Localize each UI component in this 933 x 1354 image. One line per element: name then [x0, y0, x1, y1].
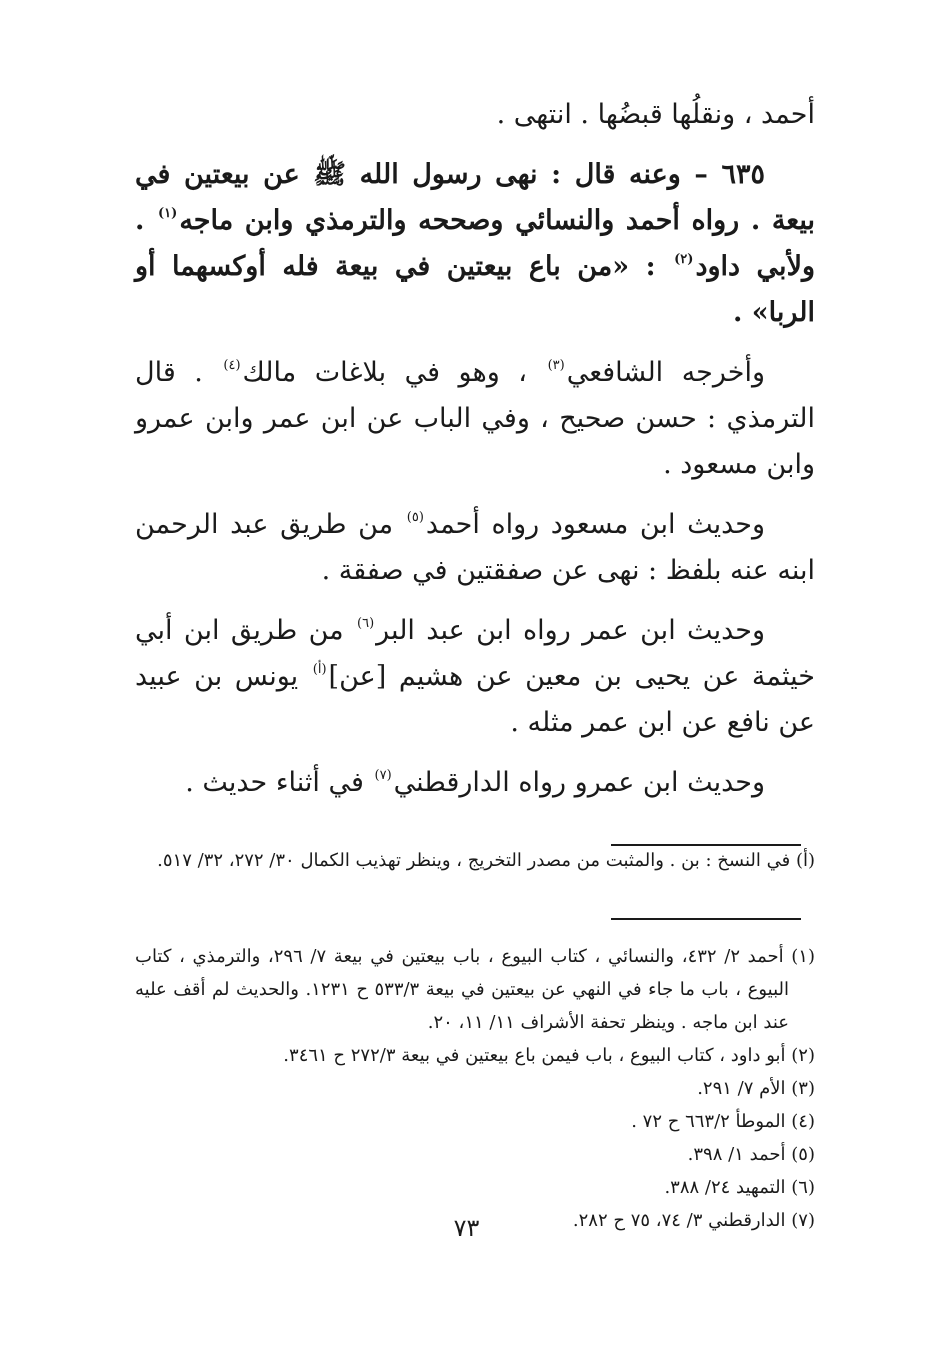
footnote-ref-3[interactable]: (٣) [547, 358, 565, 373]
text-segment: من طريق عبد الرحمن ابنه عنه بلفظ : نهى عن صفقتين في صفقة . [135, 509, 815, 586]
footnote-ref-6[interactable]: (٦) [357, 616, 375, 631]
footnote-1: (١) أحمد ٢/ ٤٣٢، والنسائي ، كتاب البيوع ، باب بيعتين في بيعة ٧/ ٢٩٦، والترمذي ، كتاب البيوع ، باب ما جاء في النهي عن بيعتين في بيعة ٥٣٣/٣ ح ١٢٣١. والحديث لم أقف عليه عند ابن ماجه . وينظر تحفة الأشراف ١١/ ١١، ٢٠. [135, 946, 815, 1033]
paragraph-ibn-amr [135, 760, 815, 806]
text-segment: يونس بن عبيد عن نافع عن ابن عمر مثله . [135, 661, 815, 738]
page-number: ٧٣ [453, 1214, 480, 1242]
footnote-7: (٧) الدارقطني ٣/ ٧٤، ٧٥ ح ٢٨٢. [572, 1210, 815, 1231]
paragraph-ibn-masud [135, 502, 815, 594]
footnote-ref-7[interactable]: (٧) [374, 768, 392, 783]
footnote-2: (٢) أبو داود ، كتاب البيوع ، باب فيمن باع بيعتين في بيعة ٢٧٢/٣ ح ٣٤٦١. [283, 1045, 815, 1066]
text-segment: وحديث ابن عمرو رواه الدارقطني [393, 767, 765, 798]
text-segment: . قال الترمذي : حسن صحيح ، وفي الباب عن ابن عمر وابن عمرو وابن مسعود . [135, 357, 815, 480]
page-content [135, 92, 815, 1237]
paragraph-shafii [135, 350, 815, 488]
footnote-3: (٣) الأم ٧/ ٢٩١. [697, 1078, 815, 1099]
text-segment: في أثناء حديث . [185, 767, 364, 798]
footnote-ref-4[interactable]: (٤) [223, 358, 241, 373]
footnote-4: (٤) الموطأ ٦٦٣/٢ ح ٧٢ . [631, 1111, 815, 1132]
text-segment: وحديث ابن عمر رواه ابن عبد البر [376, 615, 765, 646]
hadith-635 [135, 152, 815, 336]
footnote-ref-2[interactable]: (٢) [674, 252, 694, 267]
paragraph-ibn-umar [135, 608, 815, 746]
hadith-text: ٦٣٥ – وعنه قال : نهى رسول الله ﷺ عن بيعتين في بيعة . رواه أحمد والنسائي وصححه والترمذي وابن ماجه [135, 159, 815, 236]
text-segment: وأخرجه الشافعي [566, 357, 765, 388]
separator-line [611, 918, 801, 920]
text-segment: وحديث ابن مسعود رواه أحمد [425, 509, 766, 540]
text-segment: من طريق ابن أبي خيثمة عن يحيى بن معين عن هشيم [عن] [135, 615, 815, 692]
footnote-ref-1[interactable]: (١) [158, 206, 178, 221]
paragraph-continuation: أحمد ، ونقلُها قبضُها . انتهى . [496, 99, 815, 130]
footnote-ref-a[interactable]: (أ) [312, 662, 327, 677]
footnote-5: (٥) أحمد ١/ ٣٩٨. [687, 1144, 815, 1165]
footnote-6: (٦) التمهيد ٢٤/ ٣٨٨. [664, 1177, 815, 1198]
hadith-text-mid: . ولأبي داود [135, 205, 816, 282]
hadith-text-end: : «من باع بيعتين في بيعة فله أوكسهما أو الربا» . [135, 251, 815, 328]
main-text [135, 92, 815, 806]
footnotes [135, 940, 815, 1237]
footnote-ref-5[interactable]: (٥) [406, 510, 424, 525]
text-segment: ، وهو في بلاغات مالك [242, 357, 528, 388]
textual-note-a: (أ) في النسخ : بن . والمثبت من مصدر التخريج ، وينظر تهذيب الكمال ٣٠/ ٢٧٢، ٣٢/ ٥١٧. [157, 850, 815, 871]
